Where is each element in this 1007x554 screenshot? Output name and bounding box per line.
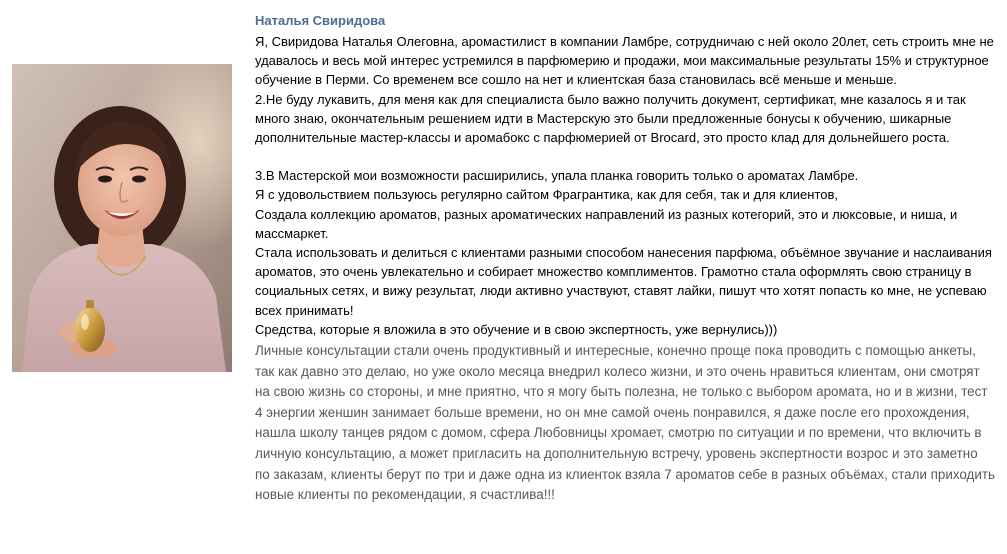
post-content <box>255 11 995 506</box>
paragraph-intro: Я, Свиридова Наталья Олеговна, аромастилист в компании Ламбре, сотрудничаю с ней около 20лет, сеть строить мне не удавалось и весь мой интерес устремился в парфюмерию и продажи, мои максимальные результаты 15% и структурное обучение в Перми. Со временем все сошло на нет и клиентская база становилась всё меньше и меньше. <box>255 34 994 88</box>
paragraph-spacer <box>255 147 995 166</box>
paragraph-collection: Создала коллекцию ароматов, разных ароматических направлений из разных котегорий, это и люксовые, и ниша, и массмаркет. <box>255 206 958 241</box>
author-photo[interactable] <box>12 64 232 372</box>
paragraph-fragrantica: Я с удовольствием пользуюсь регулярно сайтом Фрагрантика, как для себя, так и для клиентов, <box>255 187 839 203</box>
author-name-link[interactable]: Наталья Свиридова <box>255 13 386 28</box>
paragraph-motivation: 2.Не буду лукавить, для меня как для специалиста было важно получить документ, сертификат, мне казалось я и так много знаю, окончательным решением идти в Мастерскую это были предложенные бонусы к обучению, шикарные дополнительные мастер-классы и аромабокс с парфюмерией от Brocard, это просто клад для дольнейшего роста. <box>255 91 966 146</box>
paragraph-consultations: Личные консультации стали очень продуктивный и интересные, конечно проще пока проводить с помощью анкеты, так как давно это делаю, но уже около месяца внедрил колесо жизни, и это очень нравиться клиентам, они смотрят на свою жизнь со стороны, и мне приятно, что я могу быть полезна, не только с выбором аромата, но и в жизни, тест 4 энергии женшин занимает больше времени, но он мне самой очень понравился, я даже после его прохождения, нашла школу танцев рядом с домом, сфера Любовницы хромает, смотрю по ситуации и по времени, что включить в личную консультацию, а может пригласить на дополнительную встречу, уровень экспертности возрос и это заметно по заказам, клиенты берут по три и даже одна из клиенток взяла 7 ароматов себе в разных объёмах, стали приходить новые клиенты по рекомендации, я счастлива!!! <box>255 343 995 503</box>
woman-with-perfume-bottle-icon <box>12 64 232 372</box>
paragraph-application: Стала использовать и делиться с клиентами разными способом нанесения парфюма, объёмное звучание и наслаивания ароматов, это очень увлекательно и собирает множество комплиментов. Грамотно стала оформлять свою страницу в социальных сетях, и вижу результат, люди активно участвуют, ставят лайки, пишут что хотят попасть ко мне, не успеваю всех принимать! <box>255 245 992 318</box>
paragraph-results: 3.В Мастерской мои возможности расширились, упала планка говорить только о ароматах Ламбре. <box>255 168 859 184</box>
paragraph-investment: Средства, которые я вложила в это обучение и в свою экспертность, уже вернулись))) <box>255 321 778 337</box>
